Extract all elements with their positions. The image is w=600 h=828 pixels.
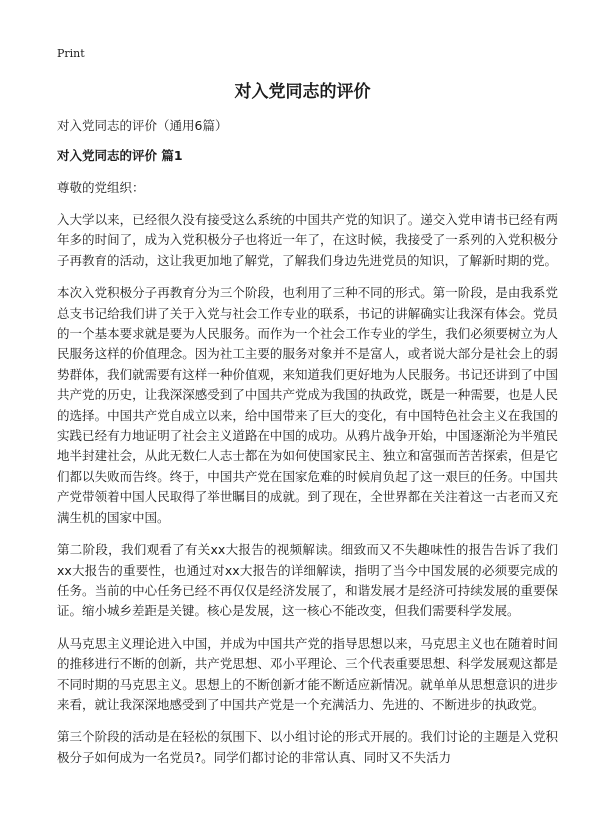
- document-subtitle: 对入党同志的评价（通用6篇）: [57, 118, 228, 133]
- page-title: 对入党同志的评价: [234, 82, 371, 102]
- section-heading: 对入党同志的评价 篇1: [57, 148, 183, 163]
- print-link[interactable]: Print: [57, 47, 85, 60]
- body-paragraph: 本次入党积极分子再教育分为三个阶段，也利用了三种不同的形式。第一阶段，是由我系党总支书记给我们讲了关于入党与社会工作专业的联系，书记的讲解确实让我深有体会。党员的一个基本要求就是要为人民服务。而作为一个社会工作专业的学生，我们必须要树立为人民服务这样的价值理念。因为社工主要的服务对象并不是富人，或者说大部分是社会上的弱势群体，我们就需要有这样一种价值观，来知道我们更好地为人民服务。书记还讲到了中国共产党的历史，让我深深感受到了中国共产党成为我国的执政党，既是一种需要，也是人民的选择。中国共产党自成立以来，给中国带来了巨大的变化，有中国特色社会主义在我国的实践已经有力地证明了社会主义道路在中国的成功。从鸦片战争开始，中国逐渐沦为半殖民地半封建社会，从此无数仁人志士都在为如何使国家民主、独立和富强而苦苦探索，但是它们都以失败而告终。终于，中国共产党在国家危难的时候肩负起了这一艰巨的任务。中国共产党带领着中国人民取得了举世瞩目的成就。到了现在，全世界都在关注着这一古老而又充满生机的国家中国。: [57, 285, 558, 525]
- body-paragraph: 入大学以来，已经很久没有接受这么系统的中国共产党的知识了。递交入党申请书已经有两年多的时间了，成为入党积极分子也将近一年了，在这时候，我接受了一系列的入党积极分子再教育的活动，这让我更加地了解党，了解我们身边先进党员的知识，了解新时期的党。: [57, 212, 558, 268]
- body-paragraph: 第二阶段，我们观看了有关xx大报告的视频解读。细致而又不失趣味性的报告告诉了我们xx大报告的重要性，也通过对xx大报告的详细解读，指明了当今中国发展的必须要完成的任务。当前的中心任务已经不再仅仅是经济发展了，和谐发展才是经济可持续发展的重要保证。缩小城乡差距是关键。核心是发展，这一核心不能改变，但我们需要科学发展。: [57, 542, 558, 619]
- salutation: 尊敬的党组织：: [57, 180, 145, 195]
- body-paragraph: 从马克思主义理论进入中国，并成为中国共产党的指导思想以来，马克思主义也在随着时间的推移进行不断的创新，共产党思想、邓小平理论、三个代表重要思想、科学发展观这都是不同时期的马克思主义。思想上的不断创新才能不断适应新情况。就单单从思想意识的进步来看，就让我深深地感受到了中国共产党是一个充满活力、先进的、不断进步的执政党。: [57, 635, 558, 712]
- body-paragraph: 第三个阶段的活动是在轻松的氛围下、以小组讨论的形式开展的。我们讨论的主题是入党积极分子如何成为一名党员?。同学们都讨论的非常认真、同时又不失活力: [57, 729, 558, 765]
